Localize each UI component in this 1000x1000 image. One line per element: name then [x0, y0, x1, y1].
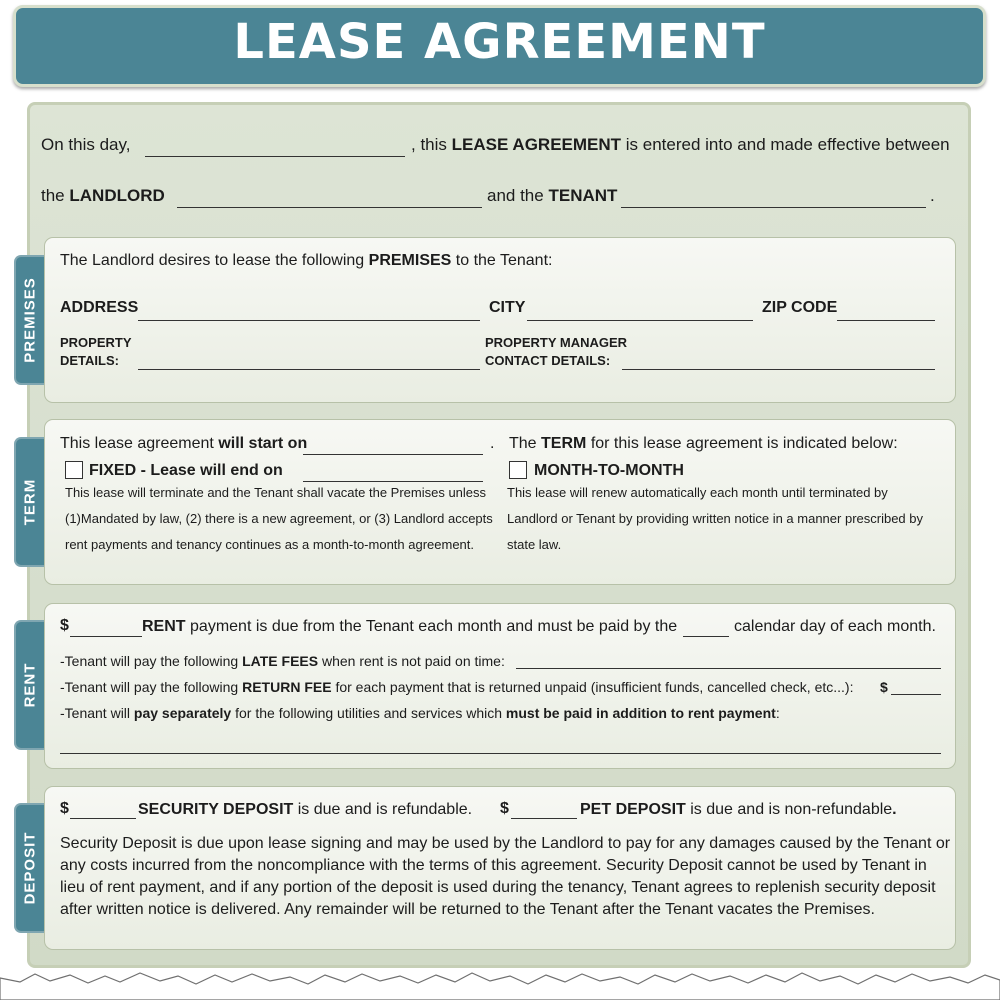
zip-field[interactable]: [837, 320, 935, 321]
details-label: DETAILS:: [60, 353, 119, 368]
torn-edge: [0, 960, 1000, 1000]
late-fees-field[interactable]: [516, 668, 941, 669]
utilities-text: -Tenant will pay separately for the following utilities and services which must be paid in addition to rent payment:: [60, 705, 780, 721]
fixed-text-1: This lease will terminate and the Tenant shall vacate the Premises unless: [65, 485, 487, 500]
term-start-label: This lease agreement will start on: [60, 435, 308, 452]
manager-contact-field[interactable]: [622, 369, 935, 370]
tab-deposit: DEPOSIT: [14, 803, 44, 933]
mtm-text-2: Landlord or Tenant by providing written notice in a manner prescribed by: [507, 511, 923, 526]
intro-landlord-label: the LANDLORD: [41, 186, 165, 205]
month-to-month-checkbox[interactable]: [509, 461, 527, 479]
city-label: CITY: [489, 299, 526, 316]
property-label: PROPERTY: [60, 335, 132, 350]
security-dollar: $: [60, 800, 69, 817]
security-deposit-field[interactable]: [70, 818, 136, 819]
page-title: LEASE AGREEMENT: [233, 14, 766, 70]
month-to-month-label: MONTH-TO-MONTH: [534, 462, 684, 479]
fixed-checkbox[interactable]: [65, 461, 83, 479]
deposit-paragraph-2: any costs incurred from the noncompliance with the terms of this agreement. Security Deposit cannot be used by Tenant in: [60, 857, 927, 874]
address-field[interactable]: [138, 320, 480, 321]
rent-dollar: $: [60, 617, 69, 634]
intro-on-this-day: On this day,: [41, 135, 131, 154]
deposit-paragraph-3: lieu of rent payment, and if any portion of the deposit is used during the tenancy, Tenant agrees to replenish security deposit: [60, 879, 936, 896]
intro-line1-rest: , this LEASE AGREEMENT is entered into and made effective between: [411, 135, 950, 154]
pet-deposit-text: PET DEPOSIT is due and is non-refundable.: [580, 801, 897, 818]
rent-amount-field[interactable]: [70, 636, 142, 637]
pet-deposit-field[interactable]: [511, 818, 577, 819]
premises-description: The Landlord desires to lease the following PREMISES to the Tenant:: [60, 252, 553, 269]
landlord-field[interactable]: [177, 207, 482, 208]
end-date-field[interactable]: [303, 481, 483, 482]
manager-label: PROPERTY MANAGER: [485, 335, 628, 350]
rent-due-day-field[interactable]: [683, 636, 729, 637]
tenant-field[interactable]: [621, 207, 926, 208]
deposit-paragraph-4: after written notice is delivered. Any remainder will be returned to the Tenant after the Tenant vacates the Premises.: [60, 901, 875, 918]
mtm-text-3: state law.: [507, 537, 562, 552]
return-fee-text: -Tenant will pay the following RETURN FEE for each payment that is returned unpaid (insufficient funds, cancelled check, etc...):: [60, 679, 854, 695]
term-start-dot: .: [490, 435, 495, 452]
intro-tenant-label: and the TENANT: [487, 186, 618, 205]
rent-line-1: RENT payment is due from the Tenant each month and must be paid by the: [142, 618, 678, 635]
contact-label: CONTACT DETAILS:: [485, 353, 611, 368]
late-fees-text: -Tenant will pay the following LATE FEES when rent is not paid on time:: [60, 653, 505, 669]
fixed-text-2: (1)Mandated by law, (2) there is a new agreement, or (3) Landlord accepts: [65, 511, 493, 526]
city-field[interactable]: [527, 320, 753, 321]
utilities-field[interactable]: [60, 753, 941, 754]
security-deposit-text: SECURITY DEPOSIT is due and is refundable.: [138, 801, 473, 818]
mtm-text-1: This lease will renew automatically each month until terminated by: [507, 485, 888, 500]
pet-dollar: $: [500, 800, 509, 817]
start-date-field[interactable]: [303, 454, 483, 455]
tab-term: TERM: [14, 437, 44, 567]
intro-period: .: [930, 186, 935, 205]
return-fee-field[interactable]: [891, 694, 941, 695]
return-fee-dollar: $: [880, 679, 888, 695]
deposit-paragraph-1: Security Deposit is due upon lease signing and may be used by the Landlord to pay for any damages caused by the Tenant or: [60, 835, 951, 852]
tab-rent: RENT: [14, 620, 44, 750]
zip-label: ZIP CODE: [762, 299, 838, 316]
property-details-field[interactable]: [138, 369, 480, 370]
title-banner: [13, 5, 986, 87]
fixed-text-3: rent payments and tenancy continues as a month-to-month agreement.: [65, 537, 475, 552]
address-label: ADDRESS: [60, 299, 139, 316]
rent-line-1-end: calendar day of each month.: [734, 618, 936, 635]
term-indicated-label: The TERM for this lease agreement is indicated below:: [509, 435, 898, 452]
fixed-label: FIXED - Lease will end on: [89, 462, 283, 479]
date-field[interactable]: [145, 156, 405, 157]
tab-premises: PREMISES: [14, 255, 44, 385]
